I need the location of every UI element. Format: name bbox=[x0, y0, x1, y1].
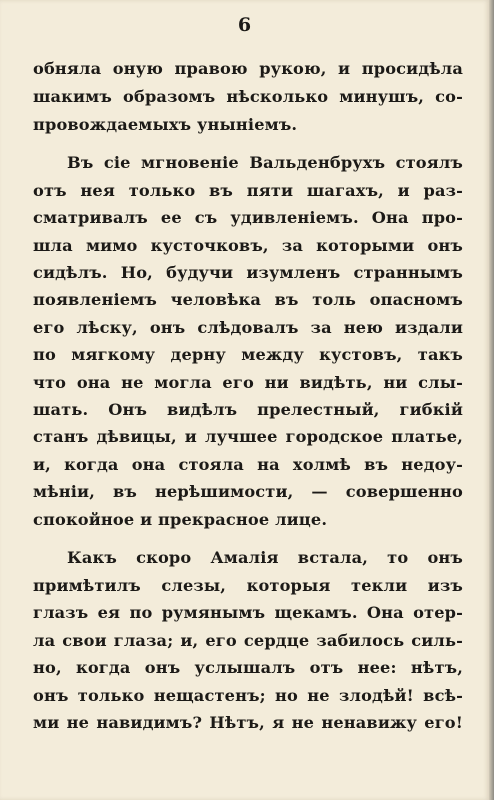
text-line: шать. Онъ видѣлъ прелестный, гибкій bbox=[33, 400, 463, 419]
text-line: шакимъ образомъ нѣсколько минушъ, со- bbox=[33, 87, 463, 106]
text-line: станъ дѣвицы, и лучшее городское платье, bbox=[33, 427, 463, 446]
text-line: спокойное и прекрасное лице. bbox=[33, 510, 328, 529]
text-line: провождаемыхъ уныніемъ. bbox=[33, 115, 298, 134]
text-line: мѣніи, въ нерѣшимости, — совершенно bbox=[33, 482, 463, 501]
text-line: сидѣлъ. Но, будучи изумленъ страннымъ bbox=[33, 263, 463, 282]
text-line: онъ только нещастенъ; но не злодѣй! всѣ- bbox=[33, 686, 463, 705]
text-line: Какъ скоро Амалія встала, то онъ bbox=[67, 548, 463, 567]
text-line: и, когда она стояла на холмѣ въ недоу- bbox=[33, 455, 463, 474]
text-line: Въ сіе мгновеніе Вальденбрухъ стоялъ bbox=[67, 153, 463, 172]
text-line: шла мимо кусточковъ, за которыми онъ bbox=[33, 236, 463, 255]
text-line: ла свои глаза; и, его сердце забилось силь- bbox=[33, 631, 463, 650]
text-line: появленіемъ человѣка въ толь опасномъ bbox=[33, 290, 463, 309]
text-line: сматривалъ ее съ удивленіемъ. Она про- bbox=[33, 208, 463, 227]
page-edge bbox=[489, 0, 494, 800]
text-line: примѣтилъ слезы, которыя текли изъ bbox=[33, 576, 463, 595]
text-line: отъ нея только въ пяти шагахъ, и раз- bbox=[33, 181, 463, 200]
text-line: обняла оную правою рукою, и просидѣла bbox=[33, 59, 463, 78]
text-line: но, когда онъ услышалъ отъ нее: нѣтъ, bbox=[33, 658, 463, 677]
text-line: что она не могла его ни видѣть, ни слы- bbox=[33, 373, 463, 392]
text-line: ми не навидимъ? Нѣтъ, я не ненавижу его! bbox=[33, 713, 463, 732]
text-line: глазъ ея по румянымъ щекамъ. Она отер- bbox=[33, 603, 463, 622]
text-line: его лѣску, онъ слѣдовалъ за нею издали bbox=[33, 318, 463, 337]
page-number: 6 bbox=[237, 14, 252, 36]
text-line: по мягкому дерну между кустовъ, такъ bbox=[33, 345, 463, 364]
